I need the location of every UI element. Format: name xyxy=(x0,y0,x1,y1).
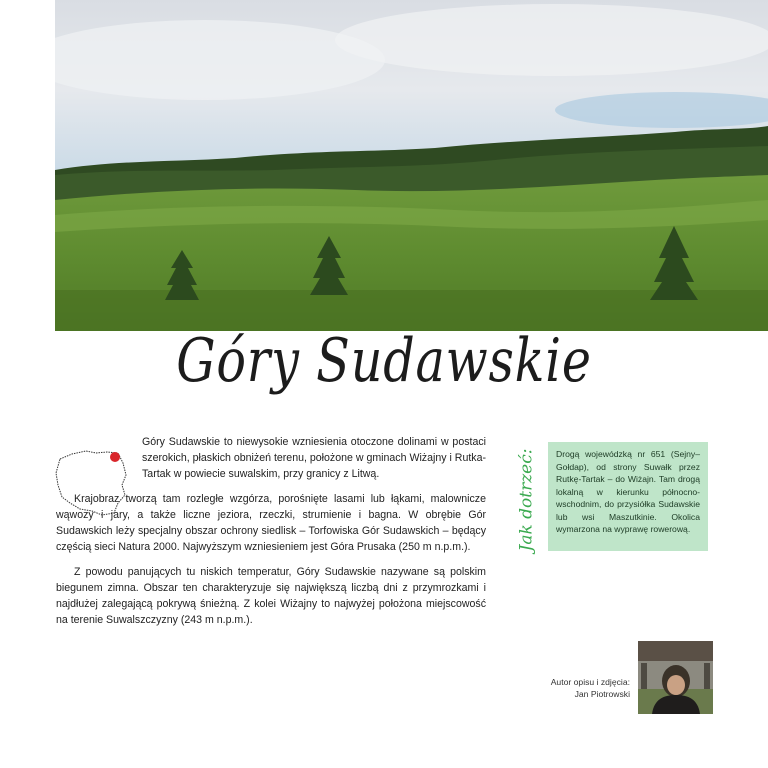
author-caption-label: Autor opisu i zdjęcia: xyxy=(550,677,630,687)
author-photo xyxy=(638,641,713,714)
author-caption xyxy=(510,676,630,700)
directions-box xyxy=(548,442,708,551)
directions-label xyxy=(509,440,543,560)
hero-landscape-photo xyxy=(55,0,768,331)
body-paragraph: Krajobraz tworzą tam rozległe wzgórza, porośnięte lasami lub łąkami, malownicze wąwozy i jary, a także liczne jeziora, rzeczki, strumienie i bagna. W obrębie Gór Sudawskich leży specjalny obszar ochrony siedlisk – Torfowiska Gór Sudawskich – będący częścią sieci Natura 2000. Najwyższym wzniesieniem jest Góra Prusaka (250 m n.p.m.). xyxy=(56,493,486,553)
body-text xyxy=(56,434,486,637)
directions-text: Drogą wojewódzką nr 651 (Sejny–Gołdap), od strony Suwałk przez Rutkę-Tartak – do Wiżajn. Tam drogą lokalną w kierunku północno-wschodnim, do przysiółka Sudawskie lub wsi Maszutkinie. Okolica wymarzona na wyprawę rowerową. xyxy=(556,449,700,534)
author-name: Jan Piotrowski xyxy=(574,689,630,699)
page-title: Góry Sudawskie xyxy=(176,326,592,396)
body-paragraph: Góry Sudawskie to niewysokie wzniesienia otoczone dolinami w postaci szerokich, płaskich obniżeń terenu, położone w gminach Wiżajny i Rutka-Tartak w powiecie suwalskim, przy granicy z Litwą. xyxy=(142,436,486,480)
body-paragraph: Z powodu panujących tu niskich temperatur, Góry Sudawskie nazywane są polskim biegunem zimna. Obszar ten charakteryzuje się największą liczbą dni z przymrozkami i najdłużej zalegającą pokrywą śnieżną. Z kolei Wiżajny to najwyżej położona miejscowość na terenie Suwalszczyzny (243 m n.p.m.). xyxy=(56,566,486,626)
directions-label-text: Jak dotrzeć: xyxy=(516,448,536,552)
